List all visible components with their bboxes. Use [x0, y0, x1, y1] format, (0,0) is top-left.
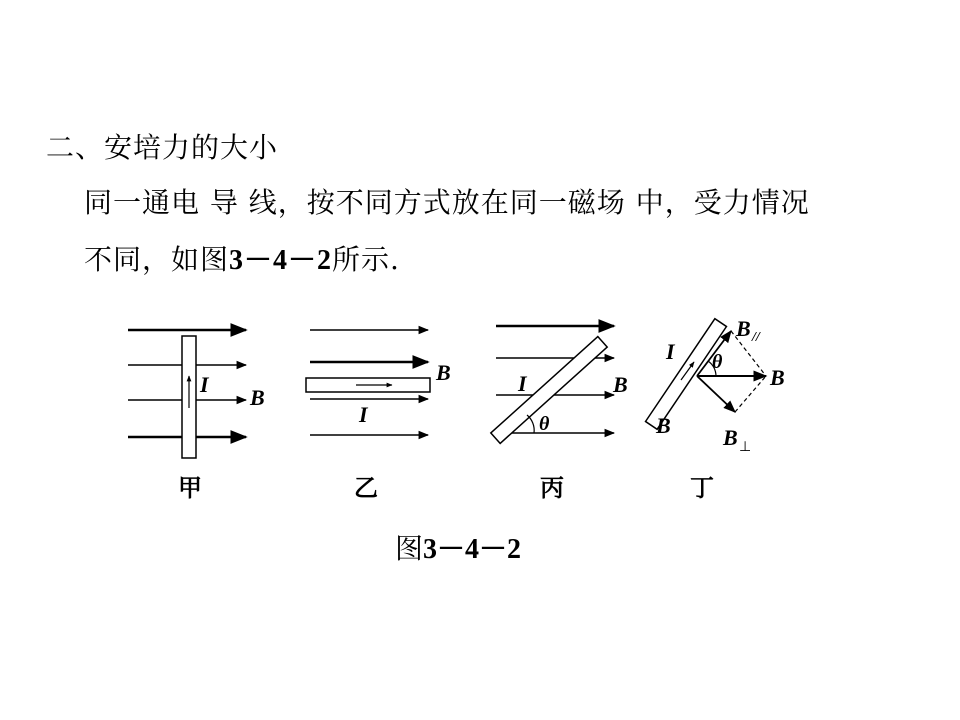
label-wire-field-ding: B [656, 413, 671, 438]
paragraph-line-2-suffix: 所示. [332, 243, 400, 276]
label-b-perp: B [723, 425, 738, 450]
label-field-jia: B [250, 385, 265, 410]
paragraph-line-2-prefix: 不同，如图 [84, 243, 230, 276]
label-field-yi: B [436, 360, 451, 385]
label-b-perp-subscript: ⊥ [739, 439, 752, 455]
panel-label-ding: 丁 [690, 473, 714, 502]
label-angle-ding: θ [712, 351, 723, 373]
field-component-perpendicular [697, 376, 735, 412]
panel-label-jia: 甲 [178, 473, 202, 502]
label-field-bing: B [613, 372, 628, 397]
label-field-ding: B [770, 365, 785, 390]
label-b-parallel: B [736, 316, 751, 341]
panel-yi [306, 330, 430, 435]
figure-caption [395, 527, 521, 567]
label-angle-bing: θ [539, 413, 550, 435]
label-b-parallel-subscript: // [752, 330, 760, 345]
figure-reference-number: 3－4－2 [229, 245, 333, 276]
figure-caption-prefix: 图 [395, 532, 424, 565]
label-current-ding: I [666, 339, 675, 364]
panel-label-yi: 乙 [354, 473, 378, 502]
panel-label-bing: 丙 [540, 473, 564, 502]
figure-caption-number: 3－4－2 [423, 534, 522, 565]
label-current-yi: I [359, 402, 368, 427]
dashed-projection [735, 376, 766, 412]
paragraph-line-1: 同一通电 导 线，按不同方式放在同一磁场 中，受力情况 [84, 186, 810, 219]
panel-bing [491, 326, 614, 443]
label-current-jia: I [200, 372, 209, 397]
label-current-bing: I [518, 371, 527, 396]
panel-jia [128, 330, 246, 458]
section-heading: 二、安培力的大小 [46, 131, 279, 164]
